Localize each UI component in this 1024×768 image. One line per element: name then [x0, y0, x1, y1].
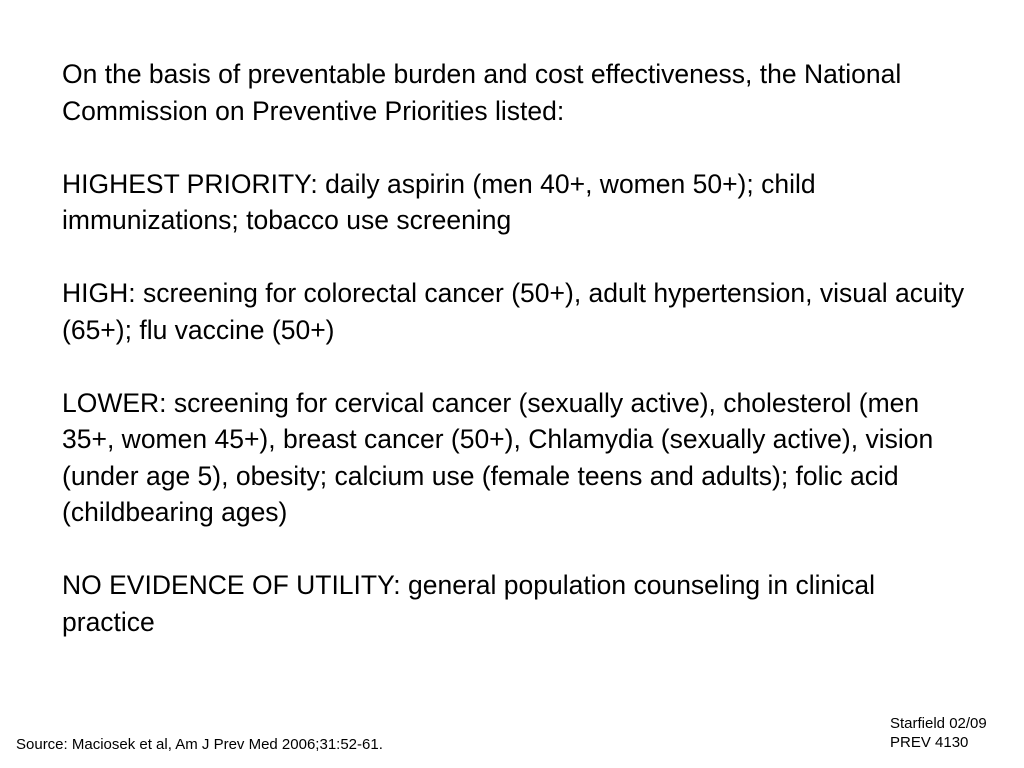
priority-highest-text: daily aspirin (men 40+, women 50+); child immunizations; tobacco use screening: [62, 168, 816, 235]
credit-author-date: Starfield 02/09: [890, 715, 987, 732]
priority-lower-label: LOWER:: [62, 387, 167, 418]
priority-no-evidence-paragraph: [62, 567, 972, 640]
priority-high-label: HIGH:: [62, 278, 136, 308]
priority-no-evidence-text: general population counseling in clinical practice: [62, 570, 876, 637]
priority-lower-text: screening for cervical cancer (sexually active), cholesterol (men 35+, women 45+), breast cancer (50+), Chlamydia (sexually active), vision (under age 5), obesity; calcium use (female teens and adults); folic acid (childbearing ages): [62, 387, 934, 527]
source-citation: Source: Maciosek et al, Am J Prev Med 2006;31:52-61.: [16, 736, 383, 753]
priority-high-paragraph: [62, 275, 972, 348]
slide-body: [62, 56, 972, 640]
slide-credit: [890, 714, 987, 752]
priority-high-text: screening for colorectal cancer (50+), adult hypertension, visual acuity (65+); flu vaccine (50+): [62, 278, 965, 345]
priority-highest-paragraph: [62, 166, 972, 239]
credit-course-code: PREV 4130: [890, 734, 969, 751]
priority-lower-paragraph: [62, 385, 972, 531]
priority-no-evidence-label: NO EVIDENCE OF UTILITY:: [62, 570, 401, 600]
intro-paragraph: On the basis of preventable burden and cost effectiveness, the National Commission on Preventive Priorities listed:: [62, 59, 902, 126]
priority-highest-label: HIGHEST PRIORITY:: [62, 168, 318, 199]
